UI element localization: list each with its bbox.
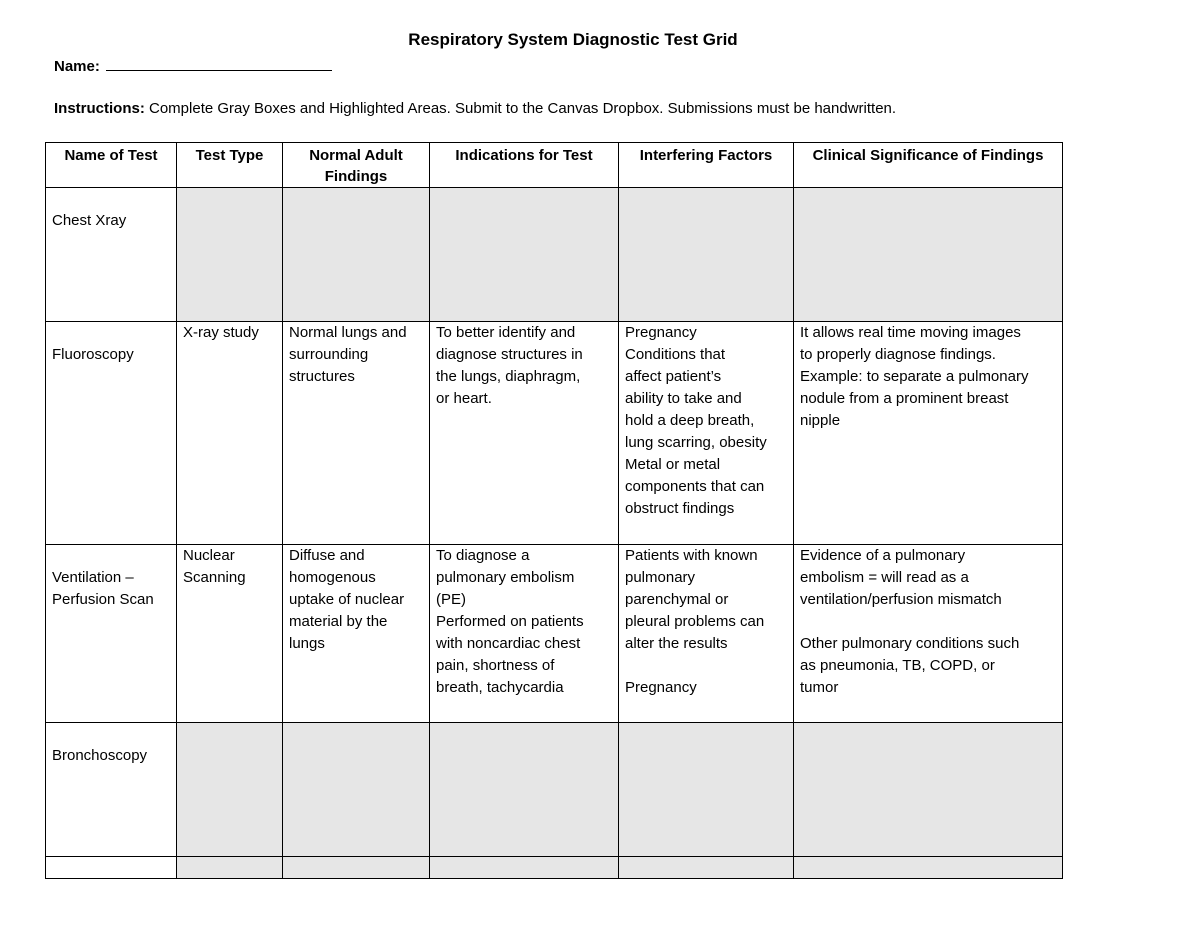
cell-interfering-factors bbox=[619, 322, 794, 545]
cell-line: lung scarring, obesity bbox=[625, 434, 767, 451]
cell-line: Perfusion Scan bbox=[52, 591, 154, 608]
name-label: Name: bbox=[54, 58, 100, 75]
row-name-bronchoscopy: Bronchoscopy bbox=[46, 723, 177, 857]
cell-line: To better identify and bbox=[436, 324, 576, 341]
cell-line: Metal or metal bbox=[625, 456, 721, 473]
cell-line: Pregnancy bbox=[625, 324, 697, 341]
cell-line: Performed on patients bbox=[436, 613, 584, 630]
cell-line: hold a deep breath, bbox=[625, 412, 755, 429]
cell-significance-input[interactable] bbox=[794, 723, 1063, 857]
cell-line: structures bbox=[289, 368, 355, 385]
row-name-fluoroscopy: Fluoroscopy bbox=[46, 322, 177, 545]
cell-line: nodule from a prominent breast bbox=[800, 390, 1009, 407]
header-clinical-significance: Clinical Significance of Findings bbox=[794, 143, 1063, 188]
cell-line: to properly diagnose findings. bbox=[800, 346, 996, 363]
cell-test-type bbox=[177, 545, 283, 723]
cell-normal-findings-input[interactable] bbox=[283, 188, 430, 322]
cell-line: obstruct findings bbox=[625, 500, 735, 517]
cell-empty-input[interactable] bbox=[794, 857, 1063, 879]
cell-line: Evidence of a pulmonary bbox=[800, 547, 966, 564]
cell-line: Other pulmonary conditions such bbox=[800, 635, 1020, 652]
cell-line: Nuclear bbox=[183, 547, 235, 564]
cell-line: Example: to separate a pulmonary bbox=[800, 368, 1029, 385]
cell-empty-input[interactable] bbox=[177, 857, 283, 879]
cell-line: ability to take and bbox=[625, 390, 742, 407]
cell-line: pulmonary bbox=[625, 569, 696, 586]
cell-spacer bbox=[800, 611, 1056, 633]
cell-line: surrounding bbox=[289, 346, 369, 363]
cell-interfering-factors bbox=[619, 545, 794, 723]
cell-empty-input[interactable] bbox=[283, 857, 430, 879]
table-row-empty bbox=[46, 857, 1063, 879]
cell-test-type-input[interactable] bbox=[177, 188, 283, 322]
cell-line: Patients with known bbox=[625, 547, 758, 564]
cell-line: with noncardiac chest bbox=[436, 635, 581, 652]
cell-line: diagnose structures in bbox=[436, 346, 583, 363]
cell-line: X-ray study bbox=[183, 324, 259, 341]
header-row bbox=[46, 143, 1063, 188]
cell-clinical-significance bbox=[794, 545, 1063, 723]
cell-empty-input[interactable] bbox=[619, 857, 794, 879]
cell-line: Normal lungs and bbox=[289, 324, 407, 341]
cell-line: (PE) bbox=[436, 591, 466, 608]
cell-line: affect patient’s bbox=[625, 368, 722, 385]
instructions bbox=[54, 100, 896, 117]
cell-indications-input[interactable] bbox=[430, 188, 619, 322]
cell-line: It allows real time moving images bbox=[800, 324, 1021, 341]
cell-indications bbox=[430, 322, 619, 545]
cell-line: pleural problems can bbox=[625, 613, 765, 630]
cell-line: breath, tachycardia bbox=[436, 679, 564, 696]
cell-line: lungs bbox=[289, 635, 325, 652]
row-name-ventilation-perfusion bbox=[46, 545, 177, 723]
cell-line: Diffuse and bbox=[289, 547, 365, 564]
cell-line: embolism = will read as a bbox=[800, 569, 969, 586]
cell-spacer bbox=[625, 655, 787, 677]
cell-line: Ventilation – bbox=[52, 569, 134, 586]
table-row-chest-xray bbox=[46, 188, 1063, 322]
cell-line: alter the results bbox=[625, 635, 728, 652]
cell-empty bbox=[46, 857, 177, 879]
cell-line: material by the bbox=[289, 613, 388, 630]
table-row-fluoroscopy bbox=[46, 322, 1063, 545]
cell-interfering-input[interactable] bbox=[619, 188, 794, 322]
header-interfering-factors: Interfering Factors bbox=[619, 143, 794, 188]
instructions-text: Complete Gray Boxes and Highlighted Areas. Submit to the Canvas Dropbox. Submissions must be handwritten. bbox=[144, 100, 897, 117]
cell-interfering-input[interactable] bbox=[619, 723, 794, 857]
cell-line: ventilation/perfusion mismatch bbox=[800, 591, 1002, 608]
table-row-bronchoscopy bbox=[46, 723, 1063, 857]
cell-line: homogenous bbox=[289, 569, 376, 586]
cell-line: To diagnose a bbox=[436, 547, 530, 564]
cell-line: pain, shortness of bbox=[436, 657, 555, 674]
cell-clinical-significance bbox=[794, 322, 1063, 545]
name-blank-line bbox=[106, 56, 332, 71]
header-name-of-test: Name of Test bbox=[46, 143, 177, 188]
cell-empty-input[interactable] bbox=[430, 857, 619, 879]
header-test-type: Test Type bbox=[177, 143, 283, 188]
cell-normal-findings bbox=[283, 545, 430, 723]
header-indications: Indications for Test bbox=[430, 143, 619, 188]
cell-test-type bbox=[177, 322, 283, 545]
cell-line: pulmonary embolism bbox=[436, 569, 575, 586]
cell-line: parenchymal or bbox=[625, 591, 729, 608]
cell-line: or heart. bbox=[436, 390, 492, 407]
cell-indications bbox=[430, 545, 619, 723]
cell-line: as pneumonia, TB, COPD, or bbox=[800, 657, 995, 674]
name-field bbox=[54, 56, 332, 75]
cell-line: Conditions that bbox=[625, 346, 726, 363]
table-row-ventilation-perfusion bbox=[46, 545, 1063, 723]
cell-indications-input[interactable] bbox=[430, 723, 619, 857]
header-normal-findings: Normal Adult Findings bbox=[283, 143, 430, 188]
cell-line: uptake of nuclear bbox=[289, 591, 405, 608]
diagnostic-test-grid bbox=[45, 142, 1063, 879]
cell-line: tumor bbox=[800, 679, 839, 696]
instructions-label: Instructions: bbox=[54, 100, 145, 117]
cell-normal-findings-input[interactable] bbox=[283, 723, 430, 857]
cell-line: components that can bbox=[625, 478, 765, 495]
cell-test-type-input[interactable] bbox=[177, 723, 283, 857]
cell-significance-input[interactable] bbox=[794, 188, 1063, 322]
page-title: Respiratory System Diagnostic Test Grid bbox=[408, 30, 738, 49]
cell-normal-findings bbox=[283, 322, 430, 545]
cell-line: the lungs, diaphragm, bbox=[436, 368, 581, 385]
cell-line: Pregnancy bbox=[625, 679, 697, 696]
cell-line: nipple bbox=[800, 412, 841, 429]
cell-line: Scanning bbox=[183, 569, 246, 586]
row-name-chest-xray: Chest Xray bbox=[46, 188, 177, 322]
